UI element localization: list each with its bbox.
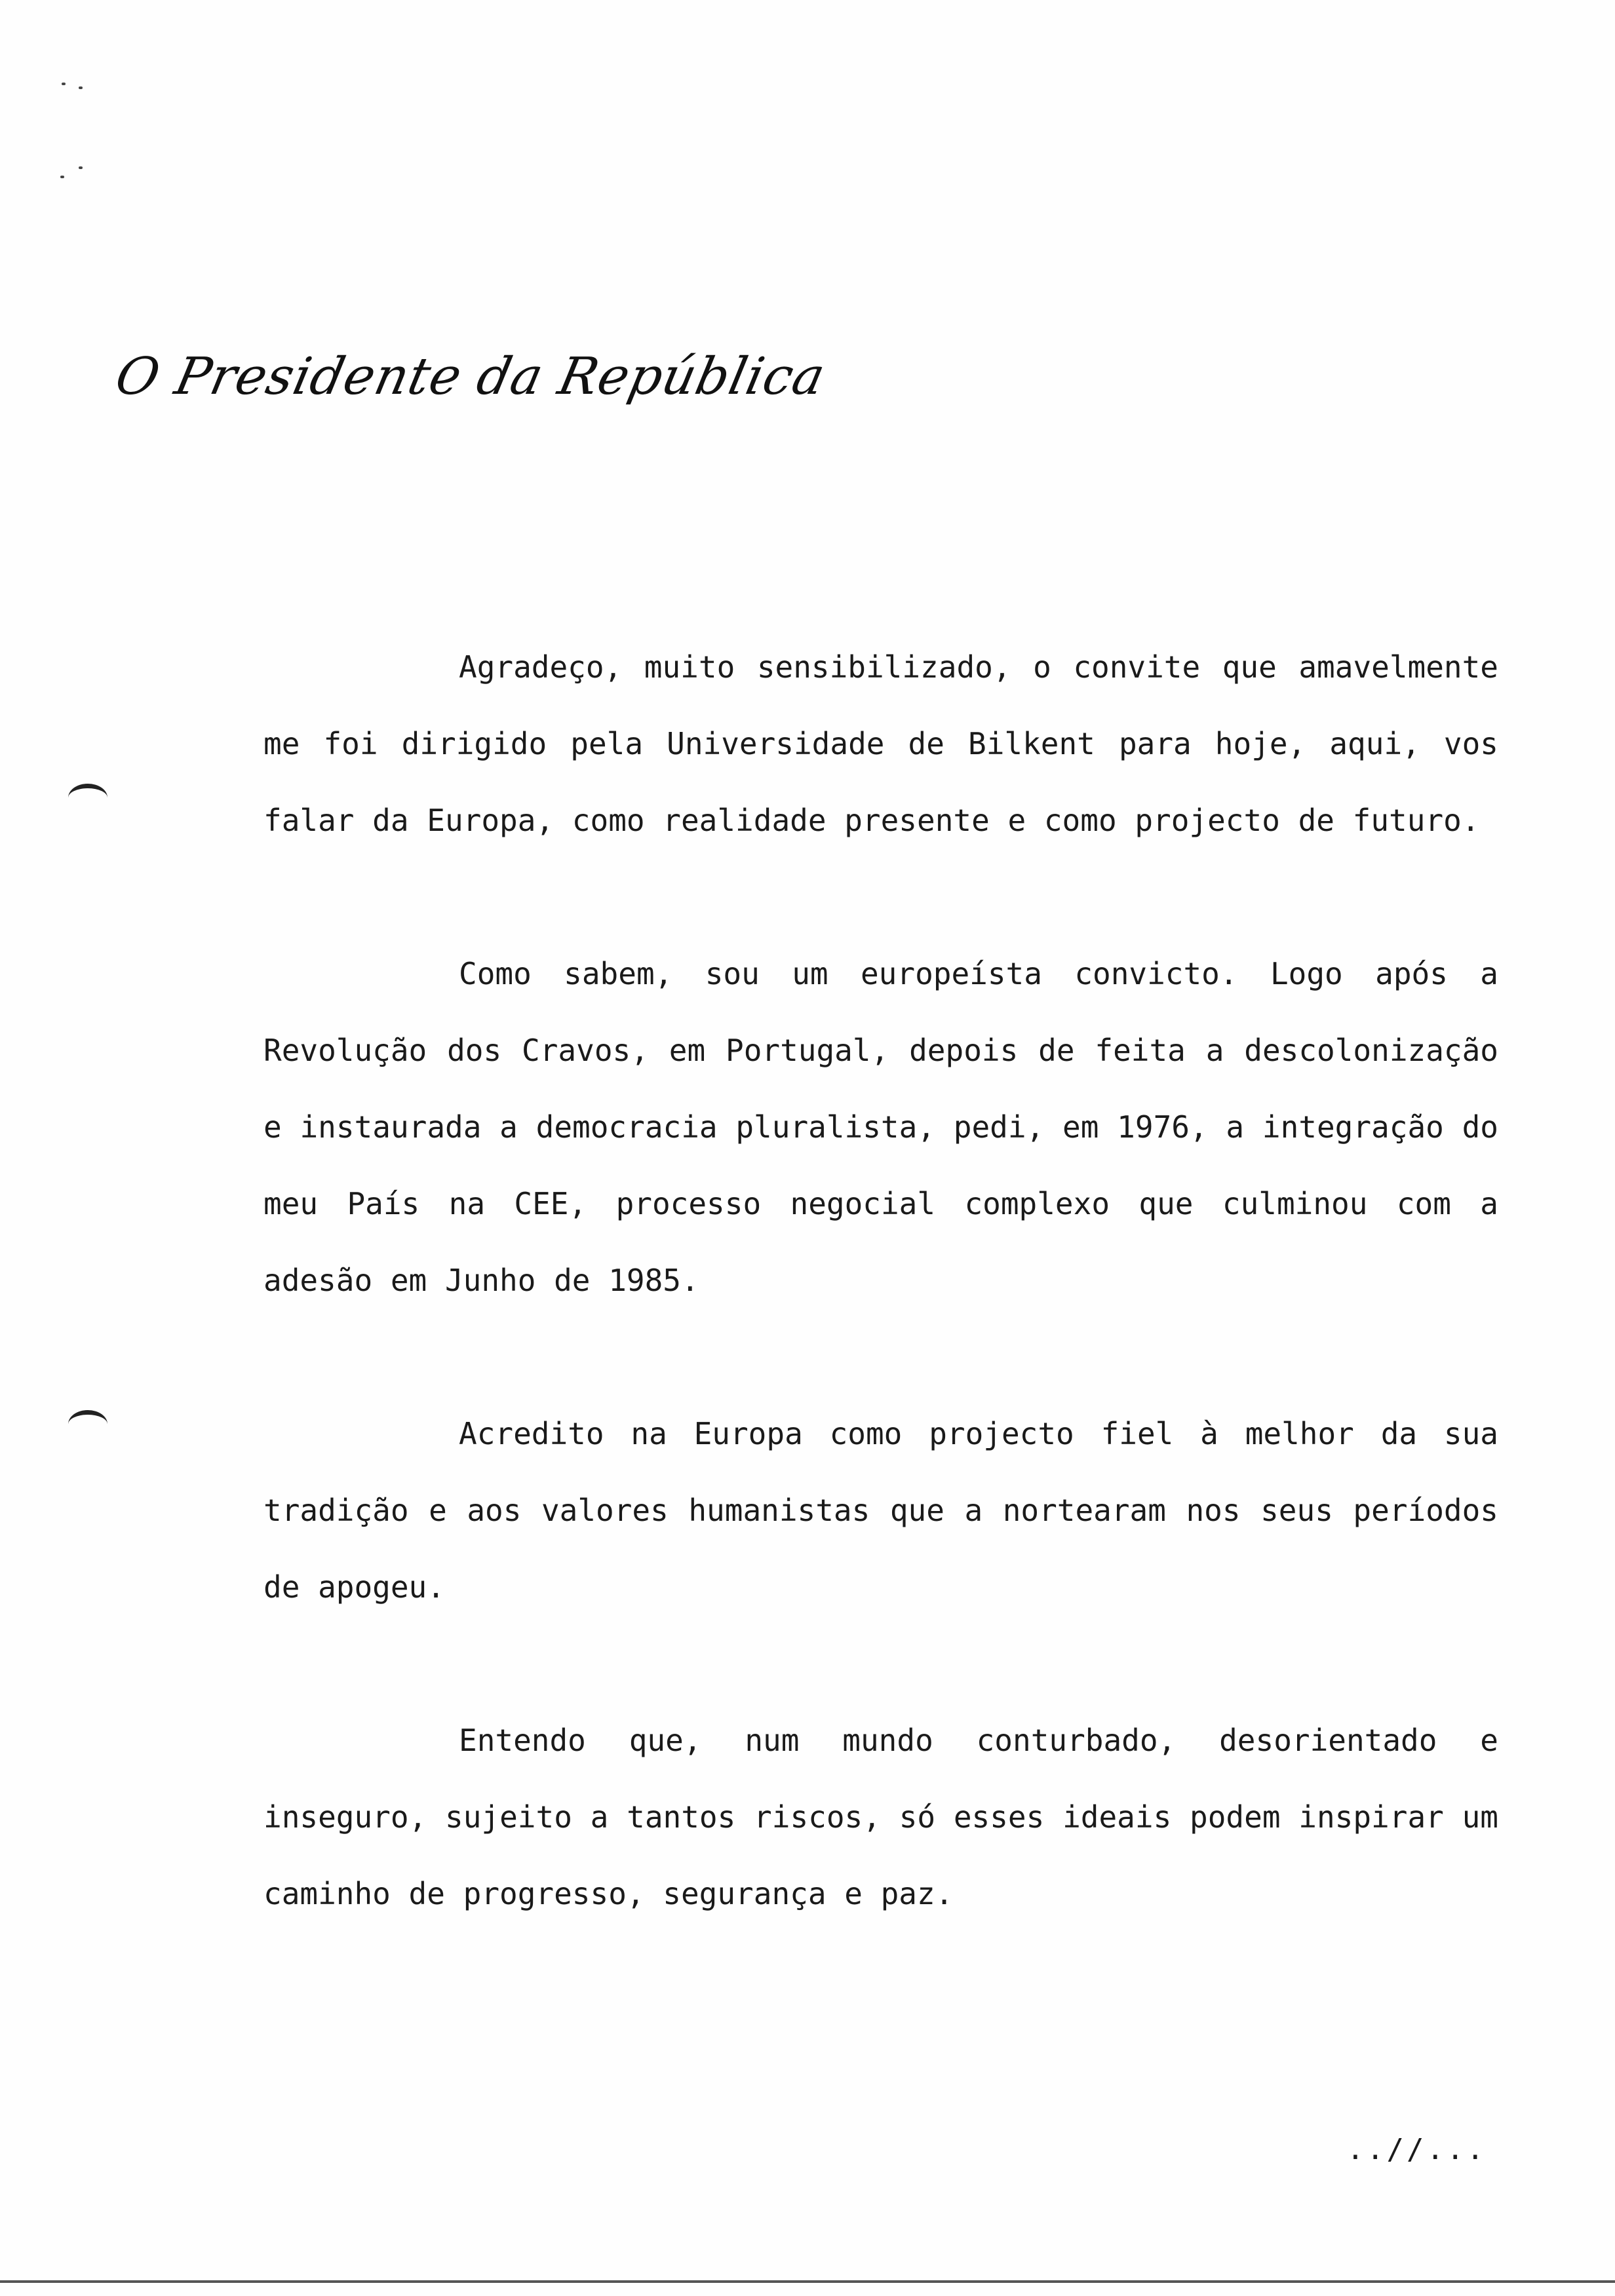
- paragraph-1: Agradeço, muito sensibilizado, o convite que amavelmente me foi dirigido pela Universidade de Bilkent para hoje, aqui, vos falar da Europa, como realidade presente e como projecto de futuro.: [263, 649, 1498, 838]
- paragraph-2: Como sabem, sou um europeísta convicto. Logo após a Revolução dos Cravos, em Portugal, depois de feita a descolonização e instaurada a democracia pluralista, pedi, em 1976, a integração do meu País na CEE, processo negocial complexo que culminou com a adesão em Junho de 1985.: [263, 956, 1498, 1298]
- paragraph-4: Entendo que, num mundo conturbado, desorientado e inseguro, sujeito a tantos riscos, só esses ideais podem inspirar um caminho de progresso, segurança e paz.: [263, 1723, 1498, 1911]
- scan-speck: [79, 86, 83, 89]
- letterhead-title: O Presidente da República: [110, 347, 831, 406]
- scan-speck: [60, 176, 64, 178]
- punch-hole-mark: [68, 1410, 107, 1438]
- scan-bottom-edge: [0, 2280, 1615, 2283]
- continuation-mark: ..//...: [1346, 2133, 1487, 2166]
- paragraph-3: Acredito na Europa como projecto fiel à melhor da sua tradição e aos valores humanistas que a nortearam nos seus períodos de apogeu.: [263, 1416, 1498, 1605]
- letter-body: [263, 629, 1498, 2009]
- punch-hole-mark: [68, 784, 107, 812]
- scan-speck: [79, 166, 83, 169]
- scan-speck: [62, 83, 66, 85]
